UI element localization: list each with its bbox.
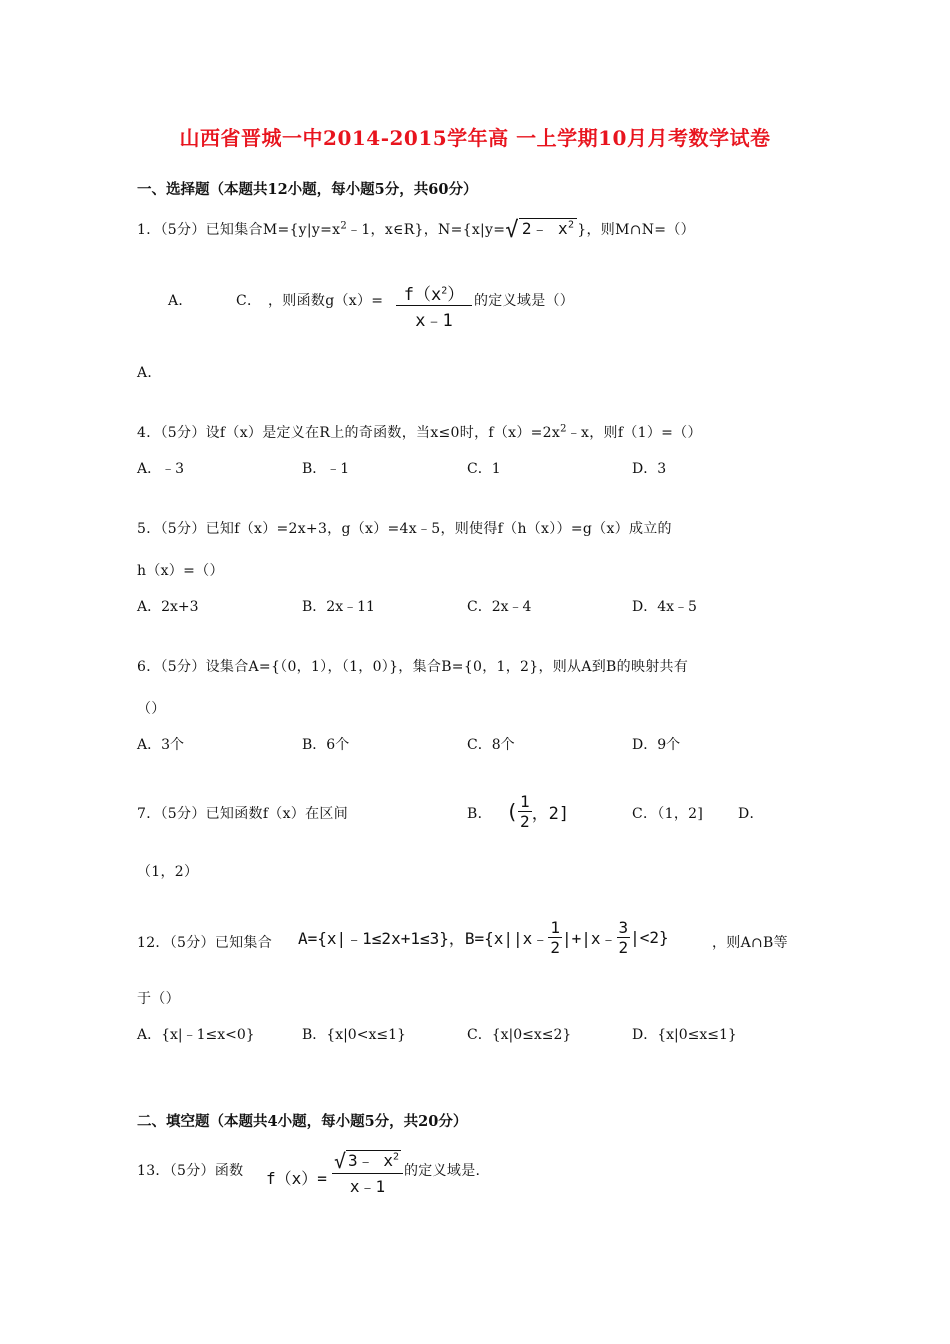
q1-sup: 2 bbox=[340, 220, 348, 232]
q13-sqrt-body: 3﹣ x bbox=[348, 1151, 393, 1170]
q4-option-d: D．3 bbox=[632, 461, 667, 477]
q12-setB-end: |<2} bbox=[630, 928, 669, 947]
q12-option-a: A．{x|﹣1≤x<0} bbox=[137, 1027, 255, 1043]
q13-fx: f（x）= bbox=[266, 1169, 327, 1188]
q6-option-b: B．6个 bbox=[302, 737, 350, 753]
q12-setA: A={x|﹣1≤2x+1≤3} bbox=[298, 929, 449, 948]
question-12-prefix: 12．（5分）已知集合 bbox=[137, 935, 273, 951]
q3-fraction bbox=[396, 280, 472, 331]
q1-prefix: 1．（5分）已知集合M={y|y=x bbox=[137, 222, 341, 238]
q5-option-b: B．2x﹣11 bbox=[302, 599, 375, 615]
q7-option-d-label: D． bbox=[738, 806, 764, 822]
q13-suffix: 的定义域是. bbox=[404, 1163, 481, 1179]
q13-den: x﹣1 bbox=[349, 1177, 386, 1196]
q7-option-c: C．（1，2] bbox=[632, 806, 704, 822]
q12-setB-start: ，B={x||x﹣ bbox=[448, 929, 549, 948]
question-12-line2: 于（） bbox=[137, 991, 180, 1007]
q1-sqrt-sup: 2 bbox=[567, 219, 575, 231]
question-6-line2: （） bbox=[137, 701, 166, 717]
q7-b-open: ( bbox=[506, 799, 519, 824]
q1-mid: ﹣1，x∈R}，N={x|y= bbox=[347, 222, 506, 238]
option-c-fragment: C． bbox=[236, 293, 262, 309]
q7-option-b-interval bbox=[506, 792, 569, 831]
q6-option-a: A．3个 bbox=[137, 737, 185, 753]
q1-sqrt-body: 2﹣ x bbox=[521, 219, 568, 238]
q12-setB-mid: |+|x﹣ bbox=[561, 929, 617, 948]
q12-f1-den: 2 bbox=[550, 938, 560, 957]
q3-num: f（x bbox=[403, 285, 442, 305]
q12-f2-den: 2 bbox=[618, 938, 629, 957]
orphan-option-a: A． bbox=[137, 365, 162, 381]
q3-suffix: 的定义域是（） bbox=[474, 293, 575, 309]
q12-option-d: D．{x|0≤x≤1} bbox=[632, 1027, 737, 1043]
q4-option-b: B．﹣1 bbox=[302, 461, 350, 477]
q12-option-b: B．{x|0<x≤1} bbox=[302, 1027, 406, 1043]
q3-num-sup: 2 bbox=[441, 285, 448, 297]
q3-text: ，则函数g（x）= bbox=[268, 293, 384, 309]
q3-den: x﹣1 bbox=[415, 311, 453, 331]
q7-b-rest: ，2] bbox=[531, 804, 570, 824]
q5-option-c: C．2x﹣4 bbox=[467, 599, 532, 615]
q13-sqrt-sup: 2 bbox=[392, 1151, 399, 1163]
q7-option-b-label: B． bbox=[467, 806, 492, 822]
question-4 bbox=[137, 422, 702, 442]
q12-sets bbox=[298, 918, 669, 957]
q7-b-den: 2 bbox=[520, 812, 530, 831]
q4-suffix: ﹣x，则f（1）=（） bbox=[566, 425, 702, 441]
document-title: 山西省晋城一中2014-2015学年高 一上学期10月月考数学试卷 bbox=[179, 126, 771, 150]
q7-b-num: 1 bbox=[520, 792, 530, 811]
question-1 bbox=[137, 216, 695, 243]
q4-sup: 2 bbox=[560, 423, 567, 435]
q12-option-c: C．{x|0≤x≤2} bbox=[467, 1027, 572, 1043]
q12-f1-num: 1 bbox=[550, 918, 560, 937]
question-13-prefix: 13．（5分）函数 bbox=[137, 1163, 244, 1179]
q3-num-close: ） bbox=[447, 285, 465, 305]
q5-option-d: D．4x﹣5 bbox=[632, 599, 697, 615]
question-7: 7．（5分）已知函数f（x）在区间 bbox=[137, 806, 348, 822]
section-heading-choice: 一、选择题（本题共12小题，每小题5分，共60分） bbox=[137, 181, 478, 198]
q6-option-d: D．9个 bbox=[632, 737, 681, 753]
q6-option-c: C．8个 bbox=[467, 737, 515, 753]
section-heading-fill: 二、填空题（本题共4小题，每小题5分，共20分） bbox=[137, 1113, 468, 1130]
question-5-line1: 5．（5分）已知f（x）=2x+3，g（x）=4x﹣5，则使得f（h（x））=g（x）成立的 bbox=[137, 521, 672, 537]
q4-text: 4．（5分）设f（x）是定义在R上的奇函数，当x≤0时，f（x）=2x bbox=[137, 425, 561, 441]
q12-f2-num: 3 bbox=[618, 918, 629, 937]
question-6-line1: 6．（5分）设集合A={（0，1），（1，0）}，集合B={0，1，2}，则从A到B的映射共有 bbox=[137, 659, 689, 675]
q1-sqrt: √ 2﹣ $x^2$ bbox=[505, 216, 577, 243]
question-5-line2: h（x）=（） bbox=[137, 563, 224, 579]
q12-suffix: ，则A∩B等 bbox=[712, 935, 788, 951]
q4-option-c: C．1 bbox=[467, 461, 501, 477]
q13-fraction: $\frac{√ 3﹣ x^2}{x﹣1}$ bbox=[332, 1148, 403, 1197]
q7-option-d-value: （1，2） bbox=[137, 864, 199, 880]
q5-option-a: A．2x+3 bbox=[137, 599, 199, 615]
option-a-fragment: A． bbox=[168, 293, 193, 309]
q4-option-a: A．﹣3 bbox=[137, 461, 185, 477]
q1-suffix: }，则M∩N=（） bbox=[577, 222, 695, 238]
